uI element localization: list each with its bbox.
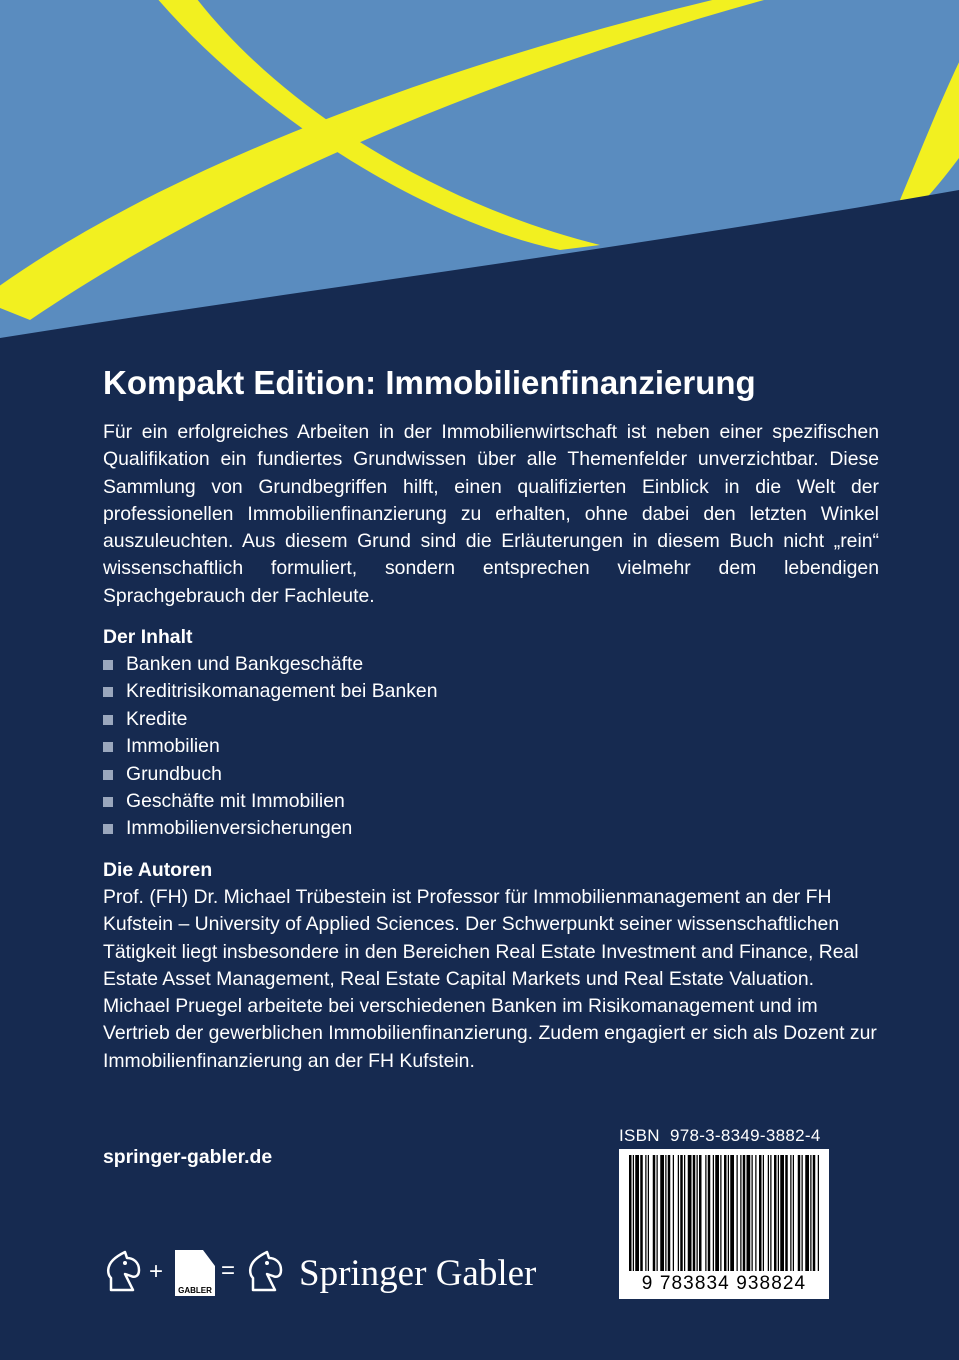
- barcode-bar: [720, 1155, 721, 1271]
- publisher-logo: [103, 1246, 543, 1302]
- authors-paragraph: Prof. (FH) Dr. Michael Trübestein ist Professor für Immobilienmanagement an der FH Kufstein – University of Applied Sciences. Der Schwerpunkt seiner wissenschaftlichen Tätigkeit liegt insbesondere in den Bereichen Real Estate Investment and Finance, Real Estate Asset Management, Real Estate Capital Markets und Real Estate Valuation. Michael Pruegel arbeitete bei verschiedenen Banken im Risikomanagement und im Vertrieb der gewerblichen Immobilienfinanzierung. Zudem engagiert er sich als Dozent zur Immobilienfinanzierung an der FH Kufstein.: [103, 886, 877, 1072]
- barcode-bar: [743, 1155, 746, 1271]
- barcode-bar: [645, 1155, 646, 1271]
- book-title: Kompakt Edition: Immobilienfinanzierung: [103, 364, 756, 401]
- equals-sign: =: [221, 1257, 236, 1284]
- barcode-bar: [818, 1155, 819, 1271]
- barcode-bar: [680, 1155, 683, 1271]
- contents-heading: Der Inhalt: [103, 626, 193, 648]
- barcode-bar: [708, 1155, 711, 1271]
- barcode-bar: [697, 1155, 698, 1271]
- barcode-bar: [678, 1155, 679, 1271]
- barcode-bar: [684, 1155, 685, 1271]
- barcode: [619, 1149, 829, 1299]
- barcode-bar: [688, 1155, 692, 1271]
- isbn-label: ISBN 978-3-8349-3882-4: [619, 1126, 821, 1145]
- barcode-bar: [728, 1155, 729, 1271]
- barcode-bar: [668, 1155, 671, 1271]
- authors-heading: Die Autoren: [103, 859, 213, 881]
- barcode-bar: [785, 1155, 788, 1271]
- list-item: Immobilienversicherungen: [103, 815, 438, 842]
- barcode-bar: [653, 1155, 656, 1271]
- barcode-bar: [798, 1155, 801, 1271]
- barcode-bar: [780, 1155, 784, 1271]
- square-bullet-icon: [103, 660, 113, 670]
- contents-list: [103, 651, 438, 843]
- list-item: Grundbuch: [103, 761, 438, 788]
- list-item: Geschäfte mit Immobilien: [103, 788, 438, 815]
- barcode-bar: [768, 1155, 769, 1271]
- barcode-bar: [778, 1155, 779, 1271]
- barcode-bar: [629, 1155, 632, 1271]
- square-bullet-icon: [103, 715, 113, 725]
- list-item: Kreditrisikomanagement bei Banken: [103, 678, 438, 705]
- barcode-bar: [763, 1155, 764, 1271]
- square-bullet-icon: [103, 824, 113, 834]
- cover-artwork: [0, 0, 959, 340]
- plus-sign: +: [149, 1258, 164, 1285]
- barcode-bar: [810, 1155, 811, 1271]
- barcode-bar: [755, 1155, 756, 1271]
- barcode-bar: [805, 1155, 809, 1271]
- barcode-bar: [665, 1155, 666, 1271]
- barcode-bar: [699, 1155, 702, 1271]
- barcode-bar: [705, 1155, 706, 1271]
- springer-gabler-wordmark: Springer Gabler: [299, 1253, 537, 1294]
- list-item: Kredite: [103, 706, 438, 733]
- list-item: Banken und Bankgeschäfte: [103, 651, 438, 678]
- list-item: Immobilien: [103, 733, 438, 760]
- barcode-bar: [747, 1155, 751, 1271]
- barcode-bar: [660, 1155, 664, 1271]
- barcode-bar: [713, 1155, 714, 1271]
- springer-knight-icon: [103, 1248, 145, 1294]
- springer-knight-icon: [245, 1248, 287, 1294]
- barcode-bar: [737, 1155, 738, 1271]
- gabler-badge-icon: GABLER: [175, 1250, 215, 1296]
- barcode-bar: [802, 1155, 803, 1271]
- barcode-digits: 9 783834 938824: [641, 1273, 807, 1294]
- barcode-bar: [633, 1155, 634, 1271]
- barcode-bar: [693, 1155, 696, 1271]
- barcode-bar: [657, 1155, 658, 1271]
- barcode-bar: [635, 1155, 639, 1271]
- square-bullet-icon: [103, 742, 113, 752]
- barcode-bar: [640, 1155, 643, 1271]
- square-bullet-icon: [103, 770, 113, 780]
- barcode-bar: [790, 1155, 791, 1271]
- square-bullet-icon: [103, 797, 113, 807]
- barcode-bar: [752, 1155, 753, 1271]
- barcode-bar: [673, 1155, 674, 1271]
- barcode-bar: [715, 1155, 719, 1271]
- intro-paragraph: Für ein erfolgreiches Arbeiten in der Immobilienwirtschaft ist neben einer spezifischen Qualifikation ein fundiertes Grundwissen über alle Themenfelder unverzichtbar. Diese Sammlung von Grundbegriffen hilft, einen qualifizierten Einblick in die Welt der professionellen Immobilienfinanzierung zu erhalten, ohne dabei den letzten Winkel auszuleuchten. Aus diesem Grund sind die Erläuterungen in diesem Buch nicht „rein“ wissenschaftlich formuliert, sondern entsprechen vielmehr dem lebendigen Sprachgebrauch der Fachleute.: [103, 421, 879, 607]
- barcode-bar: [730, 1155, 734, 1271]
- barcode-bar: [740, 1155, 741, 1271]
- barcode-bar: [759, 1155, 762, 1271]
- barcode-bar: [774, 1155, 777, 1271]
- square-bullet-icon: [103, 687, 113, 697]
- barcode-bar: [648, 1155, 649, 1271]
- barcode-bar: [724, 1155, 727, 1271]
- barcode-bar: [770, 1155, 771, 1271]
- website-link[interactable]: springer-gabler.de: [103, 1146, 273, 1168]
- barcode-bar: [793, 1155, 794, 1271]
- barcode-bar: [813, 1155, 816, 1271]
